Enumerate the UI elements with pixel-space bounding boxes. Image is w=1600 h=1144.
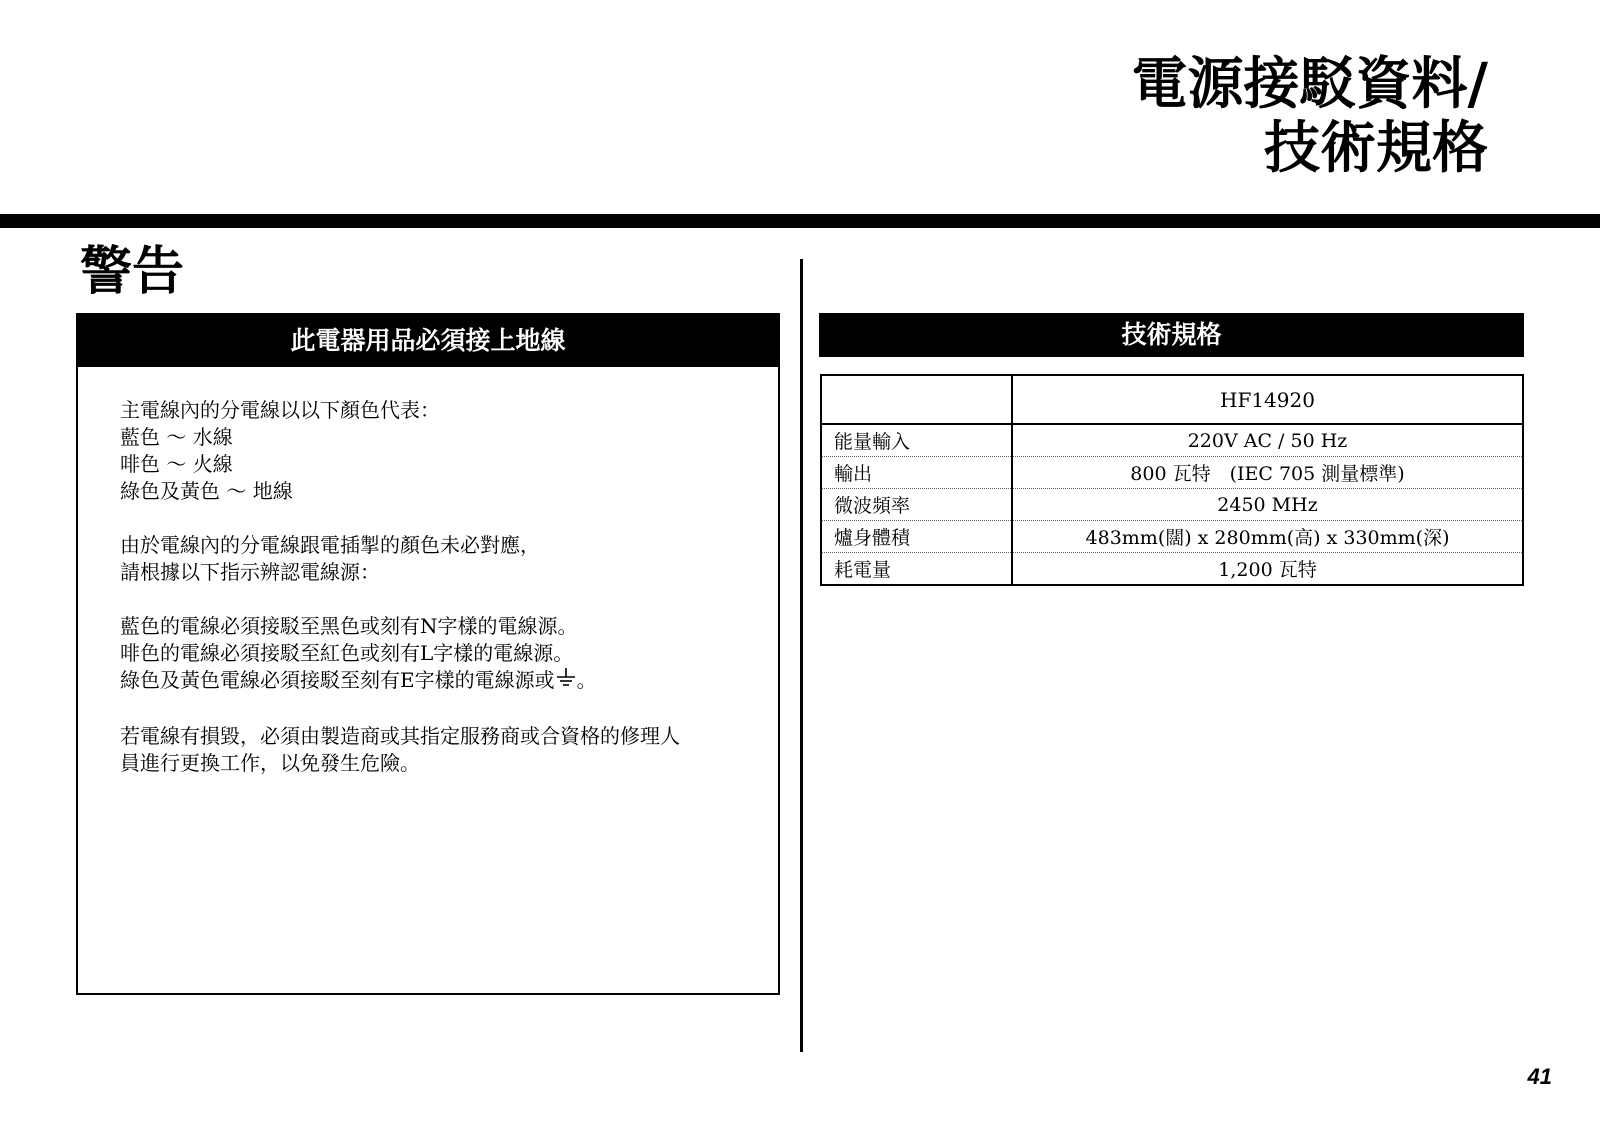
- earth-ground-icon: [555, 667, 577, 696]
- spec-header-blank: [821, 375, 1012, 424]
- page-title-line1: 電源接駁資料/: [1131, 51, 1488, 117]
- color-blue-line: 藍色 ～ 水線: [120, 425, 233, 449]
- mismatch-note-paragraph: [120, 532, 738, 586]
- warning-box: [76, 313, 780, 995]
- spec-row: [821, 424, 1523, 457]
- spec-box-title: 技術規格: [819, 313, 1524, 357]
- color-code-paragraph: [120, 397, 738, 505]
- page-number: 41: [1527, 1064, 1552, 1089]
- page-title-line2: 技術規格: [1264, 115, 1488, 181]
- note-line2: 請根據以下指示辨認電線源：: [120, 560, 380, 584]
- spec-model: HF14920: [1012, 375, 1523, 424]
- rule-green-suffix: 。: [576, 668, 597, 692]
- spec-label: 耗電量: [821, 553, 1012, 586]
- note-line1: 由於電線內的分電線跟電插掣的顏色未必對應，: [120, 533, 540, 557]
- spec-value: 800 瓦特 (IEC 705 測量標準): [1012, 457, 1523, 489]
- warning-heading: 警告: [80, 241, 185, 302]
- spec-value: 2450 MHz: [1012, 489, 1523, 521]
- title-rule: [0, 214, 1600, 228]
- damage-paragraph: [120, 723, 738, 777]
- rule-brown: 啡色的電線必須接駁至紅色或刻有L字樣的電線源。: [120, 641, 574, 665]
- spec-value: 483mm(闊) x 280mm(高) x 330mm(深): [1012, 521, 1523, 553]
- spec-label: 輸出: [821, 457, 1012, 489]
- spec-label: 微波頻率: [821, 489, 1012, 521]
- spec-label: 能量輸入: [821, 424, 1012, 457]
- spec-value: 220V AC / 50 Hz: [1012, 424, 1523, 457]
- spec-row: [821, 489, 1523, 521]
- spec-row: [821, 553, 1523, 586]
- spec-label: 爐身體積: [821, 521, 1012, 553]
- damage-line1: 若電線有損毀，必須由製造商或其指定服務商或合資格的修理人: [120, 724, 680, 748]
- warning-body: [78, 367, 778, 777]
- color-green-line: 綠色及黃色 ～ 地線: [120, 479, 293, 503]
- spec-value: 1,200 瓦特: [1218, 559, 1317, 581]
- spec-row: [821, 457, 1523, 489]
- rule-blue: 藍色的電線必須接駁至黑色或刻有N字樣的電線源。: [120, 614, 578, 638]
- color-intro: 主電線內的分電線以以下顏色代表：: [120, 398, 440, 422]
- color-brown-line: 啡色 ～ 火線: [120, 452, 233, 476]
- damage-line2: 員進行更換工作，以免發生危險。: [120, 751, 420, 775]
- spec-table: [820, 374, 1524, 586]
- spec-header-row: [821, 375, 1523, 424]
- rule-green-prefix: 綠色及黃色電線必須接駁至刻有E字樣的電線源或: [120, 668, 555, 692]
- wiring-rules-paragraph: [120, 613, 738, 696]
- column-divider: [800, 259, 803, 1052]
- page-title: [1132, 52, 1488, 180]
- warning-box-title: 此電器用品必須接上地線: [78, 315, 778, 367]
- spec-row: [821, 521, 1523, 553]
